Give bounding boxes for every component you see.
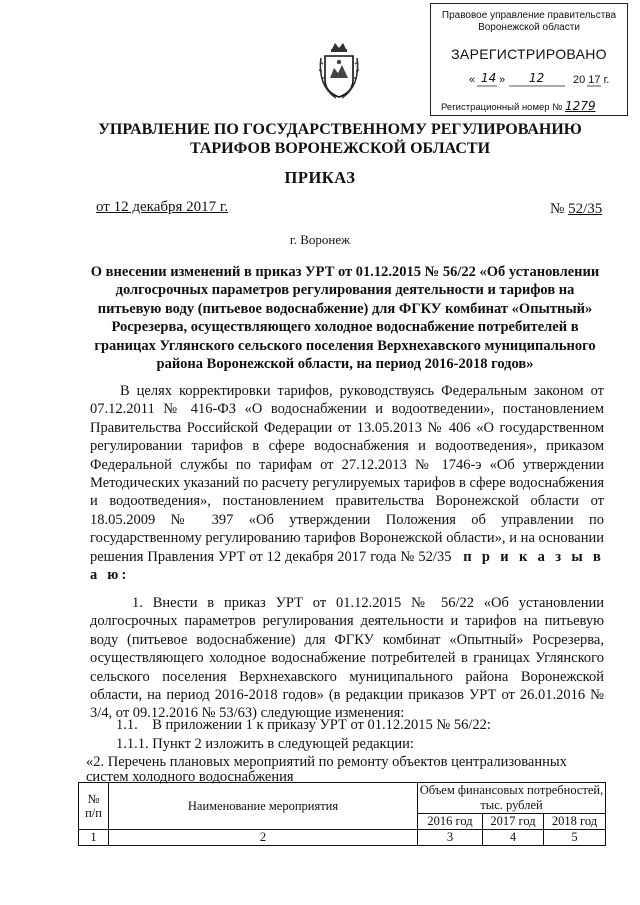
order-date: от 12 декабря 2017 г. bbox=[96, 199, 229, 215]
document-type: ПРИКАЗ bbox=[284, 168, 356, 187]
item-1-1-1: 1.1.1. Пункт 2 изложить в следующей редакции: bbox=[116, 736, 414, 752]
col-num-line1: № bbox=[87, 792, 100, 806]
item-1-1 bbox=[116, 717, 491, 734]
col-name-header: Наименование мероприятия bbox=[109, 783, 418, 830]
section-2-title-line1: «2. Перечень плановых мероприятий по ремонту объектов централизованных bbox=[86, 754, 567, 770]
order-number-value: 52/35 bbox=[568, 201, 603, 217]
item-1-paragraph: 1. Внести в приказ УРТ от 01.12.2015 № 56/22 «Об установлении долгосрочных параметров регулирования деятельности и тарифов на питьевую воду (питьевое водоснабжение) для ФГКУ комбинат «Опытный» Росрезерва, осуществляющего холодное водоснабжение потребителей в границах Углянского сельского поселения Верхнехавского муниципального района Воронежской области, на период 2016-2018 годов» (в редакции приказов УРТ от 26.01.2016 № 3/4, от 09.12.2016 № 53/63) следующие изменения: bbox=[90, 595, 604, 722]
stamp-org-line2: Воронежской области bbox=[478, 22, 580, 33]
stamp-date-underline bbox=[469, 84, 619, 98]
plan-measures-table bbox=[78, 782, 606, 846]
stamp-org-line1: Правовое управление правительства bbox=[441, 10, 617, 21]
order-number bbox=[550, 201, 602, 218]
col-year-2016: 2016 год bbox=[418, 814, 483, 830]
preamble-paragraph bbox=[90, 382, 604, 584]
col-finance-line2: тыс. рублей bbox=[480, 798, 543, 812]
stamp-quote-close: » bbox=[499, 74, 506, 86]
table-cell: 3 bbox=[418, 830, 483, 846]
col-num-header bbox=[79, 783, 109, 830]
stamp-reg-label: Регистрационный номер № bbox=[441, 102, 563, 113]
authority-name-line2: ТАРИФОВ ВОРОНЕЖСКОЙ ОБЛАСТИ bbox=[189, 140, 491, 157]
preamble-text: В целях корректировки тарифов, руководствуясь Федеральным законом от 07.12.2011 № 416-ФЗ «О водоснабжении и водоотведении», постановлением Правительства Российской Федерации от 13.05.2013 № 406 «О государственном регулировании тарифов в сфере водоснабжения и водоотведения», приказом Федеральной службы по тарифам от 27.12.2013 № 1746-э «Об утверждении Методических указаний по расчету регулируемых тарифов в сфере водоснабжения и водоотведения», постановлением правительства Воронежской области от 18.05.2009 № 397 «Об утверждении Положения об управлении по государственному регулированию тарифов Воронежской области», и на основании решения Правления УРТ от 12 декабря 2017 года № 52/35 bbox=[90, 383, 604, 565]
stamp-year: 20 17 г. bbox=[573, 74, 610, 86]
stamp-organization bbox=[431, 10, 627, 34]
item-1-1-number: 1.1. bbox=[116, 717, 138, 733]
table-cell: 4 bbox=[483, 830, 544, 846]
col-year-2017: 2017 год bbox=[483, 814, 544, 830]
item-1-1-text: В приложении 1 к приказу УРТ от 01.12.2015 № 56/22: bbox=[152, 717, 491, 733]
col-num-line2: п/п bbox=[85, 806, 102, 820]
authority-name-line1: УПРАВЛЕНИЕ ПО ГОСУДАРСТВЕННОМУ РЕГУЛИРОВАНИЮ bbox=[98, 121, 582, 138]
col-year-2018: 2018 год bbox=[544, 814, 606, 830]
order-number-prefix: № bbox=[550, 201, 565, 217]
col-finance-line1: Объем финансовых потребностей, bbox=[419, 783, 604, 797]
stamp-title: ЗАРЕГИСТРИРОВАНО bbox=[451, 46, 607, 62]
table-cell: 5 bbox=[544, 830, 606, 846]
stamp-month: 12 bbox=[529, 71, 545, 85]
stamp-day: 14 bbox=[481, 71, 497, 85]
order-city: г. Воронеж bbox=[289, 232, 351, 247]
order-subject: О внесении изменений в приказ УРТ от 01.12.2015 № 56/22 «Об установлении долгосрочных параметров регулирования деятельности и тарифов на питьевую воду (питьевое водоснабжение) для ФГКУ комбинат «Опытный» Росрезерва, осуществляющего холодное водоснабжение потребителей в границах Углянского сельского поселения Верхнехавского муниципального района Воронежской области, на период 2016-2018 годов» bbox=[90, 264, 600, 373]
registration-stamp bbox=[430, 3, 628, 116]
stamp-quote-open: « bbox=[469, 74, 476, 86]
coat-of-arms-icon bbox=[318, 40, 360, 102]
orders-word: п р и к а з ы в а ю: bbox=[90, 548, 605, 584]
table-header-row bbox=[79, 783, 606, 814]
col-finance-header bbox=[418, 783, 606, 814]
table-cell: 1 bbox=[79, 830, 109, 846]
section-2-title-line2: систем холодного водоснабжения bbox=[86, 769, 294, 785]
table-index-row bbox=[79, 830, 606, 846]
table-cell: 2 bbox=[109, 830, 418, 846]
stamp-registration-row bbox=[441, 99, 596, 113]
stamp-reg-number: 1279 bbox=[565, 99, 596, 113]
